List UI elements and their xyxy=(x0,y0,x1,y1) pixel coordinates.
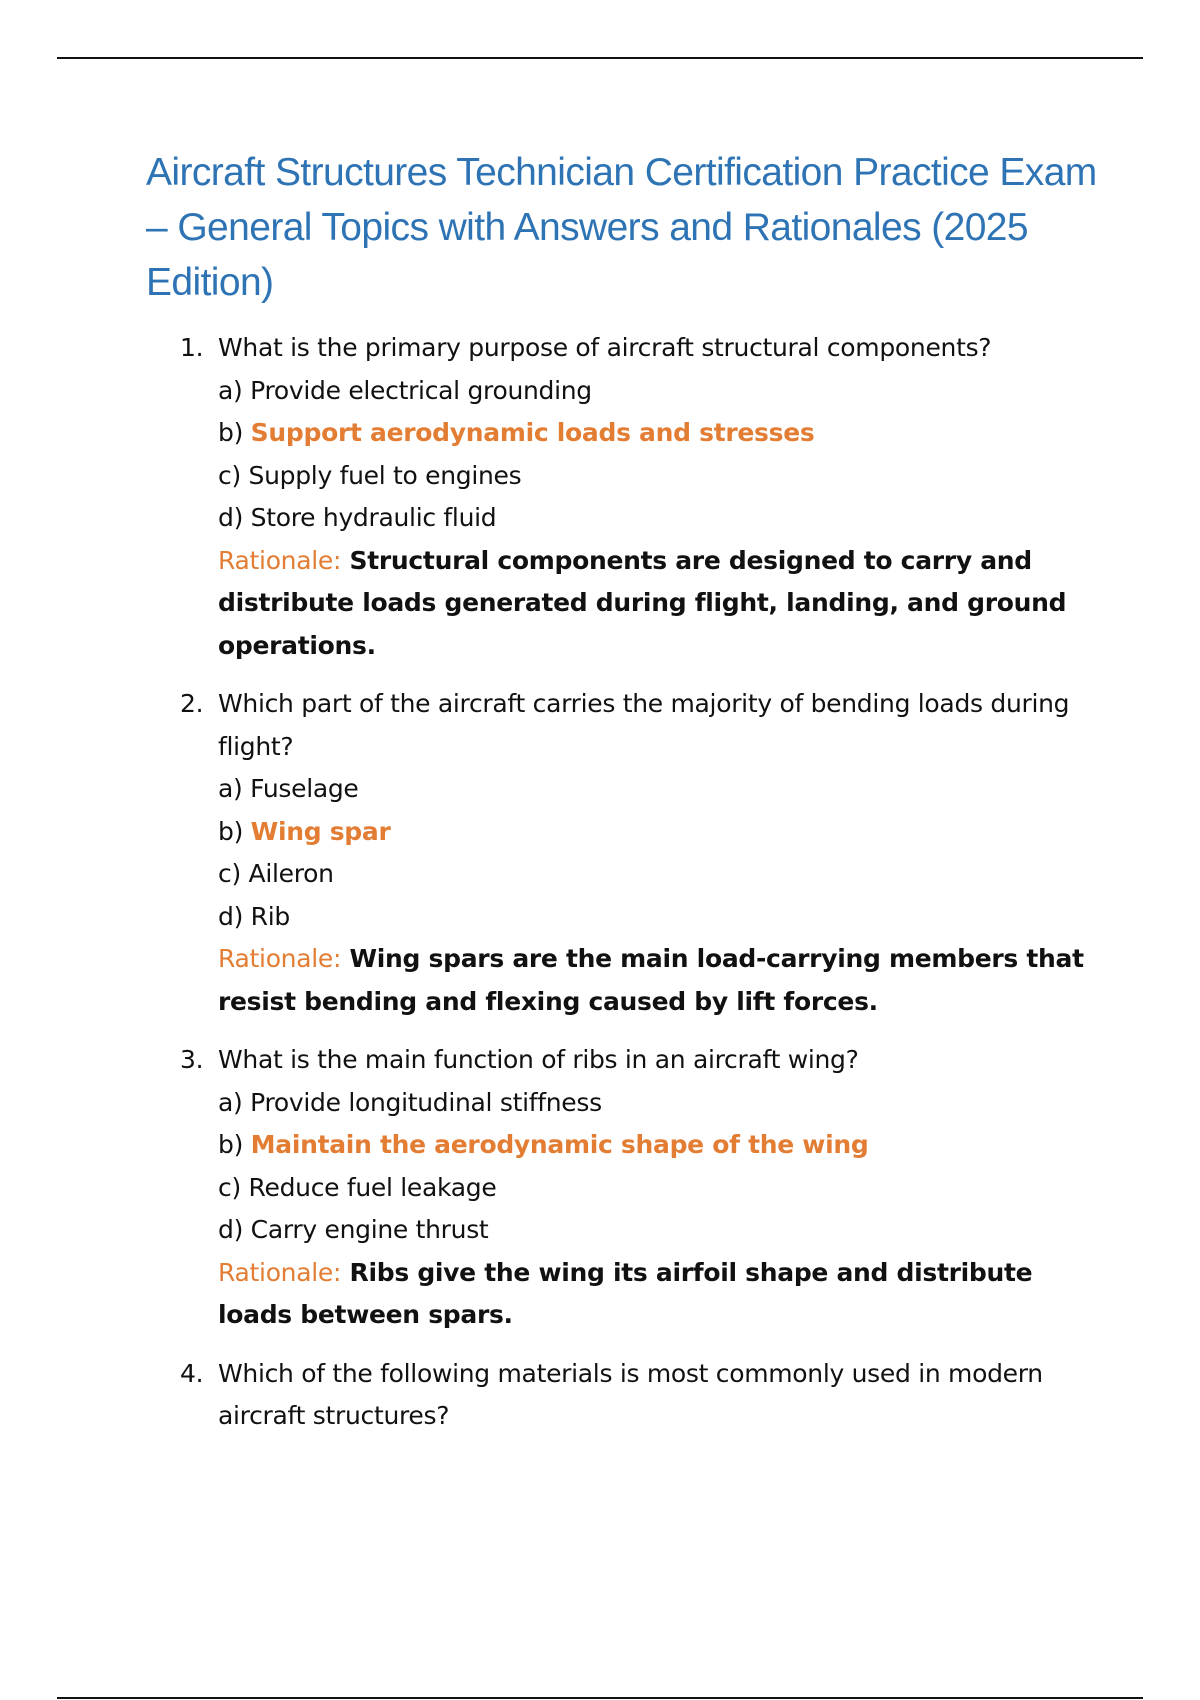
option-text: Reduce fuel leakage xyxy=(248,1172,497,1202)
rationale xyxy=(218,540,1100,668)
option-text: Supply fuel to engines xyxy=(248,460,522,490)
option-text: Fuselage xyxy=(250,774,359,803)
rationale-text: Structural components are designed to carry and distribute loads generated during flight, landing, and ground operations. xyxy=(218,545,1067,660)
correct-answer: Maintain the aerodynamic shape of the wing xyxy=(250,1130,869,1159)
question-number: 4. xyxy=(180,1358,204,1388)
option-c: c) Supply fuel to engines xyxy=(218,460,522,490)
option-a: a) Fuselage xyxy=(218,774,359,803)
option-text: Store hydraulic fluid xyxy=(250,503,497,532)
rationale-label: Rationale: xyxy=(218,545,342,575)
correct-answer: Support aerodynamic loads and stresses xyxy=(250,418,815,447)
option-text: Provide longitudinal stiffness xyxy=(250,1087,602,1117)
option-c: c) Reduce fuel leakage xyxy=(218,1172,497,1202)
option-d: d) Rib xyxy=(218,901,290,931)
option-b-correct: b) Maintain the aerodynamic shape of the wing xyxy=(218,1130,869,1159)
top-divider xyxy=(57,57,1143,59)
question-number: 1. xyxy=(180,333,204,362)
option-d: d) Carry engine thrust xyxy=(218,1215,489,1244)
question-text: What is the main function of ribs in an aircraft wing? xyxy=(218,1045,859,1074)
option-a: a) Provide electrical grounding xyxy=(218,375,592,405)
rationale-label: Rationale: xyxy=(218,944,342,973)
question-list xyxy=(180,327,1100,1454)
option-b-correct: b) Support aerodynamic loads and stresses xyxy=(218,418,815,447)
bottom-divider xyxy=(57,1697,1143,1699)
rationale-text: Wing spars are the main load-carrying members that resist bending and flexing caused by lift forces. xyxy=(218,944,1084,1016)
rationale-text: Ribs give the wing its airfoil shape and distribute loads between spars. xyxy=(218,1257,1033,1329)
question-text: Which of the following materials is most commonly used in modern aircraft structures? xyxy=(218,1358,1043,1430)
question-text: Which part of the aircraft carries the majority of bending loads during flight? xyxy=(218,689,1070,761)
correct-answer: Wing spar xyxy=(250,816,391,846)
question-2 xyxy=(180,683,1100,1023)
question-1 xyxy=(180,327,1100,667)
document-title: Aircraft Structures Technician Certification Practice Exam – General Topics with Answers and Rationales (2025 Edition) xyxy=(146,151,1097,304)
rationale xyxy=(218,1252,1100,1337)
rationale xyxy=(218,938,1100,1023)
option-c: c) Aileron xyxy=(218,859,334,888)
option-text: Provide electrical grounding xyxy=(250,375,592,405)
option-d: d) Store hydraulic fluid xyxy=(218,503,497,532)
option-text: Carry engine thrust xyxy=(250,1215,489,1244)
question-number: 3. xyxy=(180,1045,204,1074)
question-number: 2. xyxy=(180,689,204,718)
question-3 xyxy=(180,1039,1100,1337)
question-4 xyxy=(180,1353,1100,1438)
option-text: Rib xyxy=(250,901,290,931)
option-b-correct: b) Wing spar xyxy=(218,816,391,846)
option-a: a) Provide longitudinal stiffness xyxy=(218,1087,602,1117)
option-text: Aileron xyxy=(248,859,334,888)
question-text: What is the primary purpose of aircraft structural components? xyxy=(218,333,992,362)
rationale-label: Rationale: xyxy=(218,1257,342,1287)
